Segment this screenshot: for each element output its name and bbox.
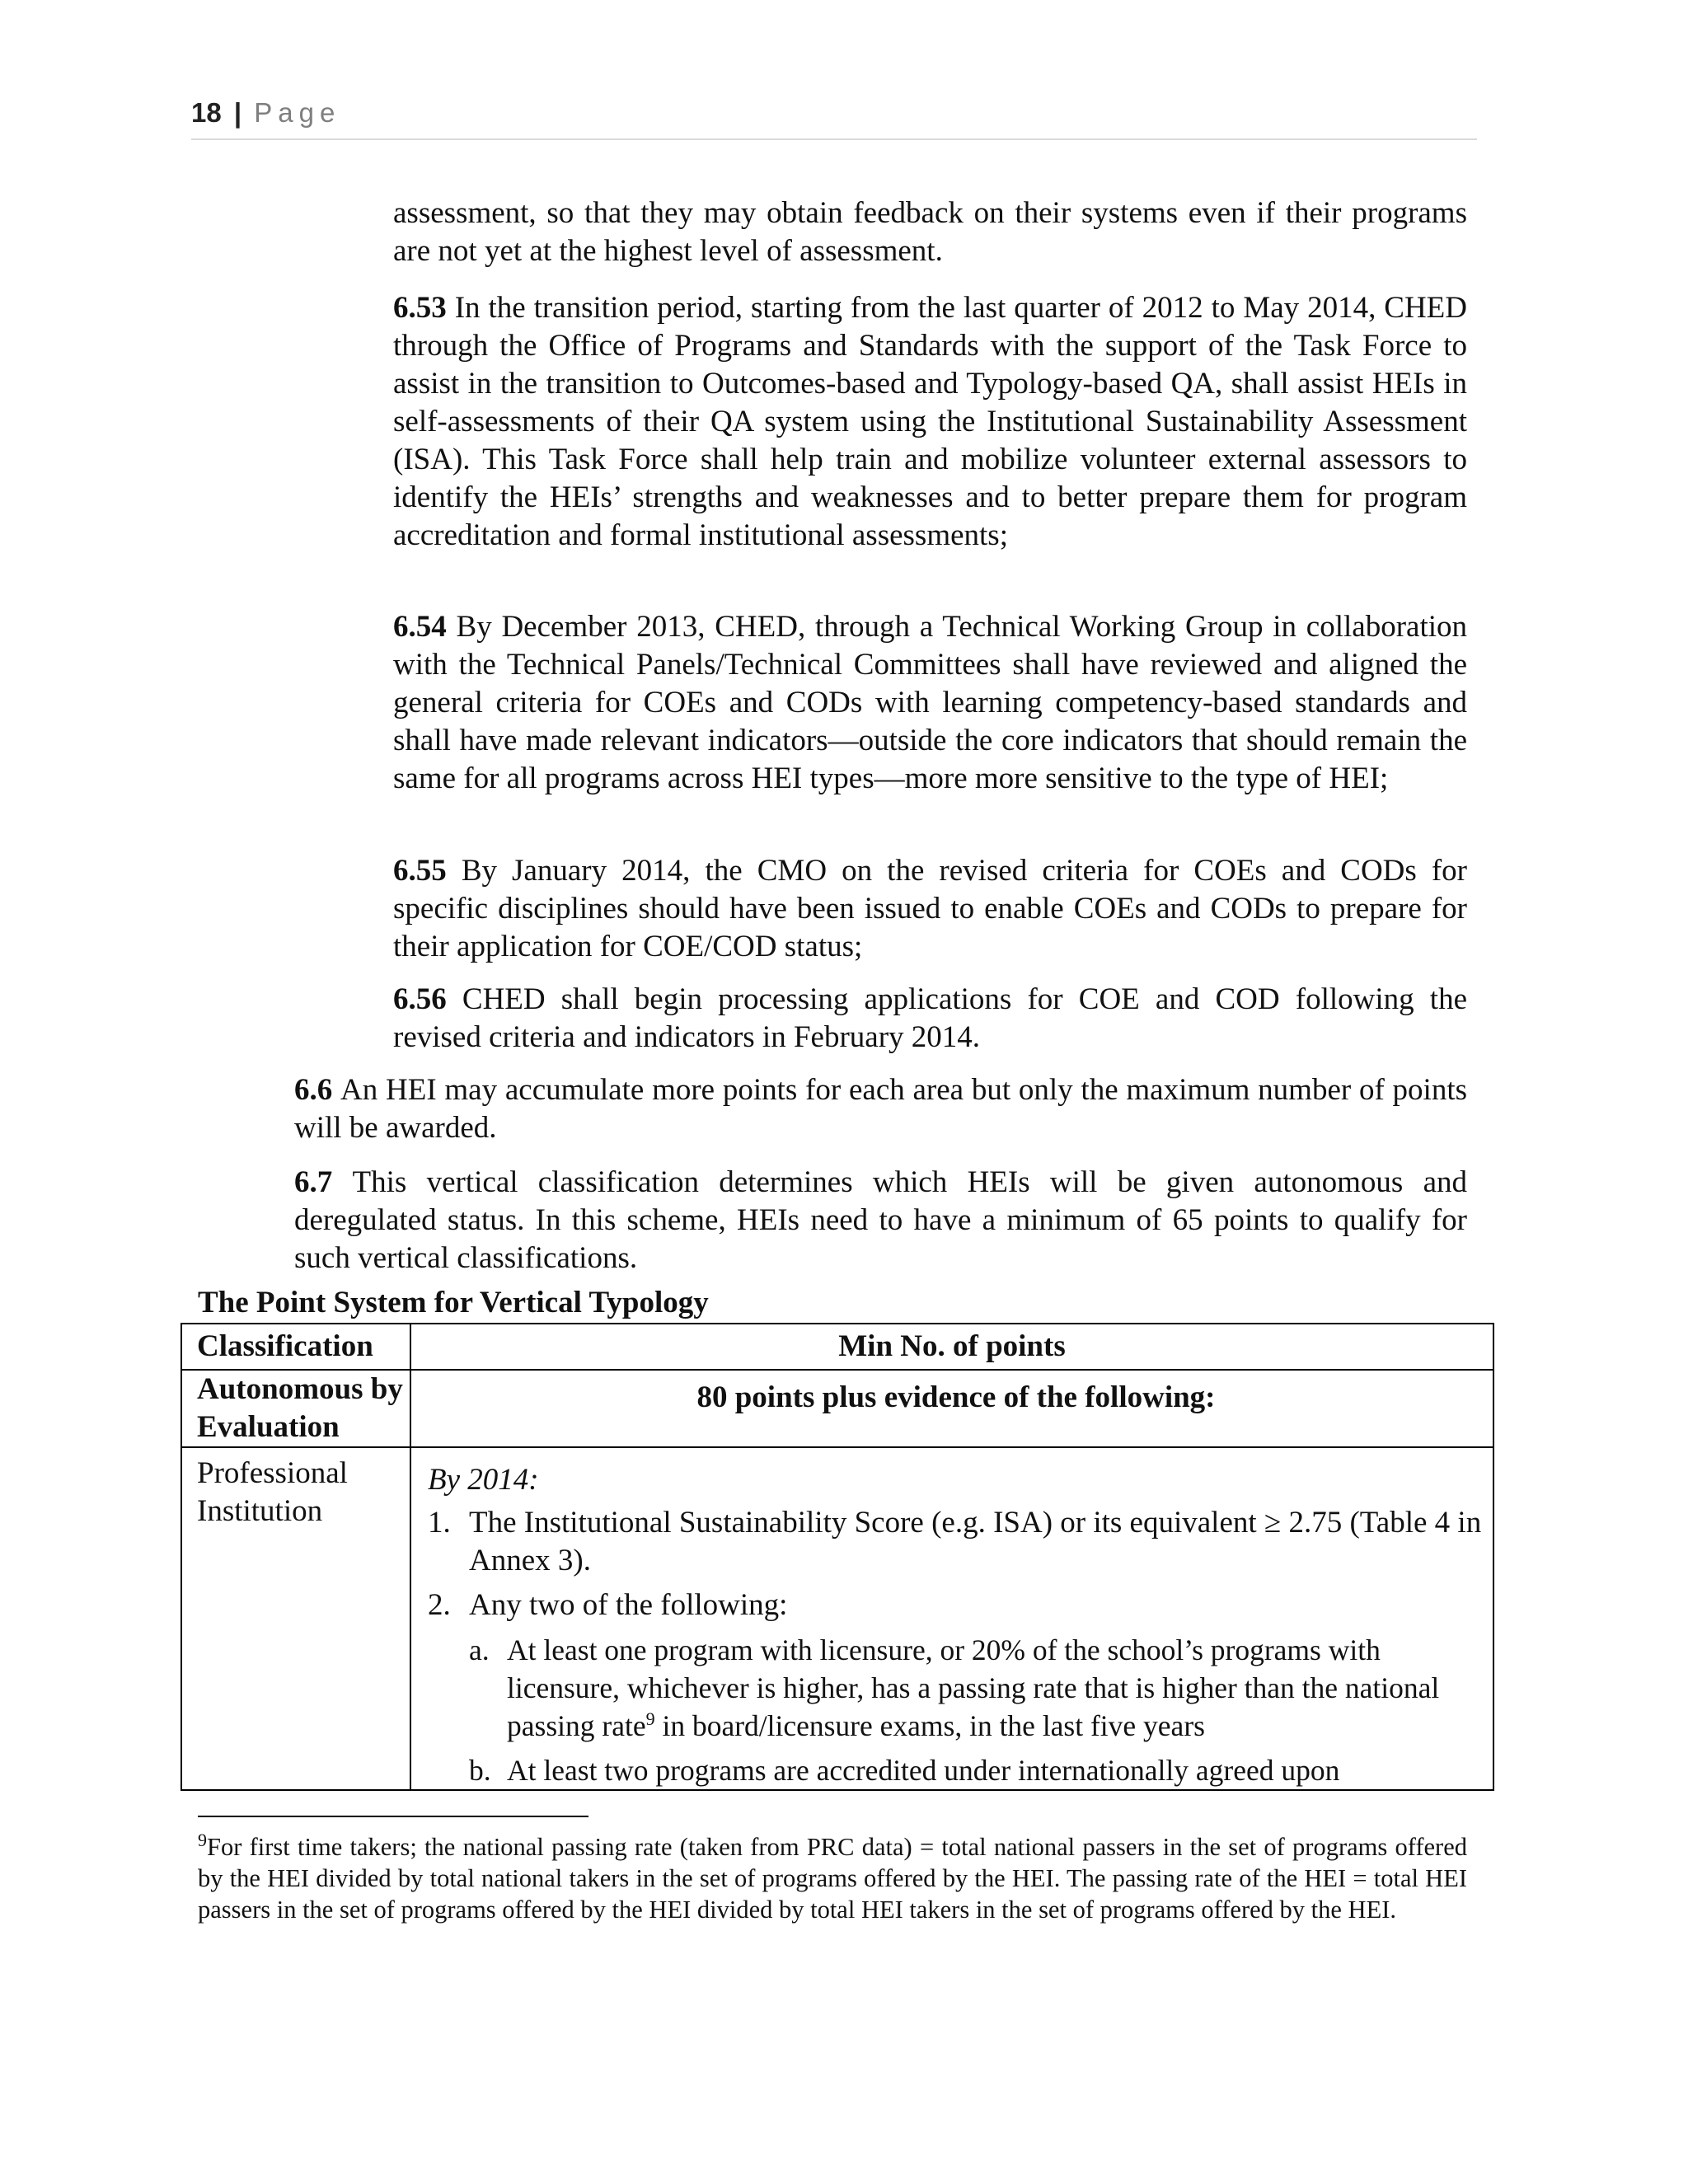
paragraph-number: 6.7 <box>294 1165 353 1199</box>
paragraph-6-55 <box>393 852 1467 966</box>
group-label: Autonomous by Evaluation <box>181 1370 410 1447</box>
header-classification: Classification <box>181 1324 410 1370</box>
paragraph-6-7 <box>294 1164 1467 1277</box>
table-group-row <box>181 1370 1493 1447</box>
paragraph-number: 6.53 <box>393 291 455 325</box>
criteria-cell <box>410 1447 1493 1790</box>
paragraph-6-54 <box>393 608 1467 798</box>
paragraph-text: In the transition period, starting from the last quarter of 2012 to May 2014, CHED through the Office of Programs and Standards with the support of the Task Force to assist in the transition to Outcomes-based and Typology-based QA, shall assist HEIs in self-assessments of their QA system using the Institutional Sustainability Assessment (ISA). This Task Force shall help train and mobilize volunteer external assessors to identify the HEIs’ strengths and weaknesses and to better prepare them for program accreditation and formal institutional assessments; <box>393 291 1467 552</box>
header-min-points: Min No. of points <box>410 1324 1493 1370</box>
group-value: 80 points plus evidence of the following: <box>410 1370 1493 1447</box>
footnote-separator <box>198 1816 588 1817</box>
page-header <box>191 97 1477 140</box>
header-separator: | <box>233 97 242 128</box>
paragraph-text: By December 2013, CHED, through a Technical Working Group in collaboration with the Technical Panels/Technical Committees shall have reviewed and aligned the general criteria for COEs and CODs with learning competency-based standards and shall have made relevant indicators—outside the core indicators that should remain the same for all programs across HEI types—more more sensitive to the type of HEI; <box>393 610 1468 795</box>
table-row <box>181 1447 1493 1790</box>
footnote-text: For first time takers; the national passing rate (taken from PRC data) = total national passers in the set of programs offered by the HEI divided by total national takers in the set of programs offered by the HEI. The passing rate of the HEI = total HEI passers in the set of programs offered by the HEI divided by total HEI takers in the set of programs offered by the HEI. <box>198 1833 1467 1924</box>
point-system-table <box>181 1323 1494 1791</box>
page-word: Page <box>254 97 341 128</box>
paragraph-number: 6.56 <box>393 982 462 1016</box>
paragraph-6-53 <box>393 289 1467 555</box>
paragraph-6-6 <box>294 1071 1467 1147</box>
footnote-reference[interactable]: 9 <box>645 1708 655 1730</box>
paragraph-text: An HEI may accumulate more points for each area but only the maximum number of points will be awarded. <box>294 1073 1467 1145</box>
paragraph-text: CHED shall begin processing applications for COE and COD following the revised criteria and indicators in February 2014. <box>393 982 1467 1054</box>
footnote <box>198 1831 1467 1925</box>
paragraph-continued: assessment, so that they may obtain feedback on their systems even if their programs are not yet at the highest level of assessment. <box>393 196 1467 268</box>
sub-list-item: a. At least one program with licensure, or 20% of the school’s programs with licensure, whichever is higher, has a passing rate that is higher than the national passing rate$^9$ in board/licensure exams, in the last five years <box>469 1633 1440 1742</box>
list-item: 2. Any two of the following: <box>428 1588 788 1622</box>
paragraph-number: 6.54 <box>393 610 457 644</box>
list-item: 1. The Institutional Sustainability Score (e.g. ISA) or its equivalent ≥ 2.75 (Table 4 in Annex 3). <box>428 1506 1482 1577</box>
row-label: Professional Institution <box>181 1447 410 1790</box>
table-header-row <box>181 1324 1493 1370</box>
page-number: 18 <box>191 97 222 128</box>
by-year: By 2014: <box>428 1463 539 1497</box>
paragraph-number: 6.6 <box>294 1073 341 1107</box>
paragraph-text: This vertical classification determines which HEIs will be given autonomous and deregulated status. In this scheme, HEIs need to have a minimum of 65 points to qualify for such vertical classifications. <box>294 1165 1467 1275</box>
table-title: The Point System for Vertical Typology <box>198 1286 709 1319</box>
sub-list-item: b. At least two programs are accredited under internationally agreed upon <box>469 1754 1340 1787</box>
paragraph-number: 6.55 <box>393 854 462 888</box>
paragraph-text: By January 2014, the CMO on the revised criteria for COEs and CODs for specific disciplines should have been issued to enable COEs and CODs to prepare for their application for COE/COD status; <box>393 854 1467 963</box>
footnote-marker: 9 <box>198 1829 207 1850</box>
paragraph-6-56 <box>393 981 1467 1057</box>
